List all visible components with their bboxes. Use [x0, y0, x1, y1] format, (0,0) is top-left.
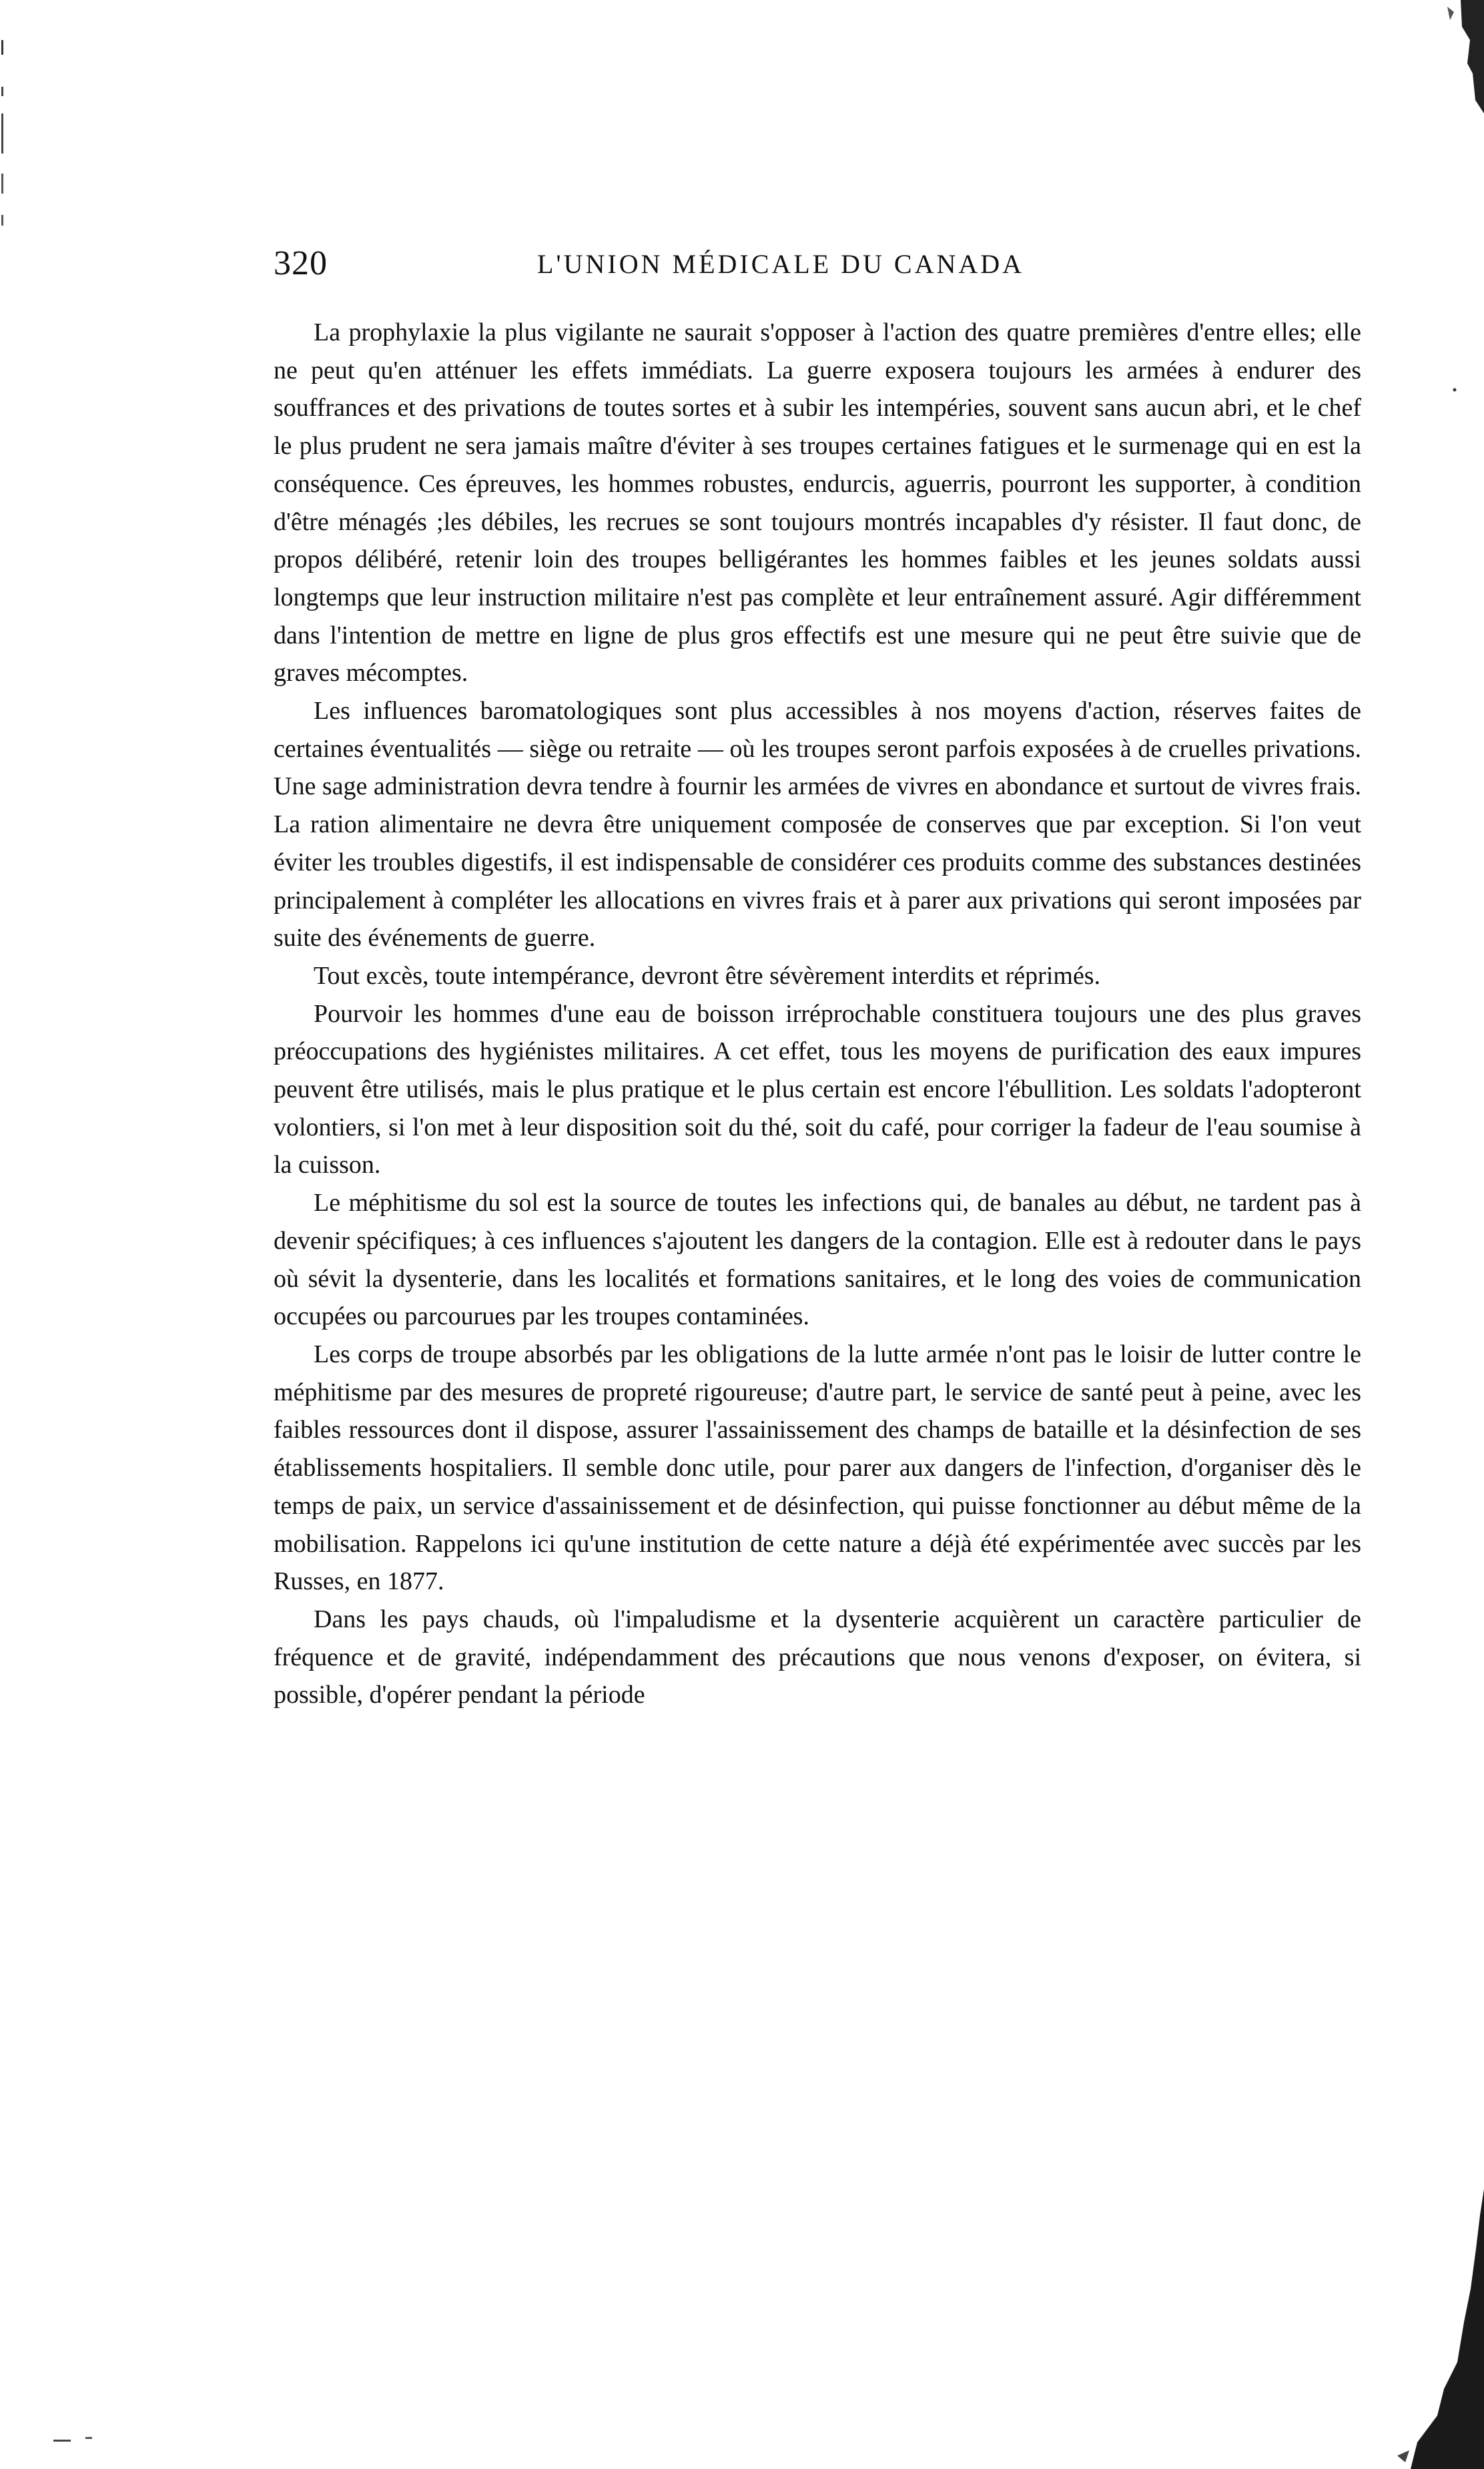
scan-edge-mark [53, 2436, 113, 2445]
scan-edge-mark [1371, 2189, 1484, 2469]
paragraph: La prophylaxie la plus vigilante ne saurait s'opposer à l'action des quatre premières d'entre elles; elle ne peut qu'en atténuer les effets immédiats. La guerre exposera toujours les armées à endurer des souffrances et des privations de toutes sortes et à subir les intempéries, souvent sans aucun abri, et le chef le plus prudent ne sera jamais maître d'éviter à ses troupes certaines fatigues et le surmenage qui en est la conséquence. Ces épreuves, les hommes robustes, endurcis, aguerris, pourront les supporter, à condition d'être ménagés ;les débiles, les recrues se sont toujours montrés incapables d'y résister. Il faut donc, de propos délibéré, retenir loin des troupes belligérantes les hommes faibles et les jeunes soldats aussi longtemps que leur instruction militaire n'est pas complète et leur entraînement assuré. Agir différemment dans l'intention de mettre en ligne de plus gros effectifs est une mesure qui ne peut être suivie que de graves mécomptes. [274, 318, 1361, 688]
paragraph: Les influences baromatologiques sont plus accessibles à nos moyens d'action, réserves faites de certaines éventualités — siège ou retraite — où les troupes seront parfois exposées à de cruelles privations. Une sage administration devra tendre à fournir les armées de vivres en abondance et surtout de vivres frais. La ration alimentaire ne devra être uniquement composée de conserves que par exception. Si l'on veut éviter les troubles digestifs, il est indispensable de considérer ces produits comme des substances destinées principalement à compléter les allocations en vivres frais et à parer aux privations qui seront imposées par suite des événements de guerre. [274, 697, 1361, 952]
paragraph: Le méphitisme du sol est la source de toutes les infections qui, de banales au début, ne tardent pas à devenir spécifiques; à ces influences s'ajoutent les dangers de la contagion. Elle est à redouter dans le pays où sévit la dysenterie, dans les localités et formations sanitaires, et le long des voies de communication occupées ou parcourues par les troupes contaminées. [274, 1189, 1361, 1331]
page-number: 320 [274, 244, 328, 282]
journal-title: L'UNION MÉDICALE DU CANADA [537, 249, 1025, 279]
running-head [274, 240, 1375, 294]
article-body [274, 314, 1361, 1714]
paragraph: Dans les pays chauds, où l'impaludisme et la dysenterie acquièrent un caractère particulier de fréquence et de gravité, indépendamment des précautions que nous venons d'exposer, on évitera, si possible, d'opérer pendant la période [274, 1605, 1361, 1709]
scan-edge-mark [0, 40, 8, 240]
paragraph: Les corps de troupe absorbés par les obligations de la lutte armée n'ont pas le loisir de lutter contre le méphitisme par des mesures de propreté rigoureuse; d'autre part, le service de santé peut à peine, avec les faibles ressources dont il dispose, assurer l'assainissement des champs de bataille et la désinfection de ses établissements hospitaliers. Il semble donc utile, pour parer aux dangers de l'infection, d'organiser dès le temps de paix, un service d'assainissement et de désinfection, qui puisse fonctionner au début même de la mobilisation. Rappelons ici qu'une institution de cette nature a déjà été expérimentée avec succès par les Russes, en 1877. [274, 1340, 1361, 1596]
scan-edge-mark [1421, 0, 1484, 113]
paragraph: Pourvoir les hommes d'une eau de boisson irréprochable constituera toujours une des plus graves préoccupations des hygiénistes militaires. A cet effet, tous les moyens de purification des eaux impures peuvent être utilisés, mais le plus pratique et le plus certain est encore l'ébullition. Les soldats l'adopteront volontiers, si l'on met à leur disposition soit du thé, soit du café, pour corriger la fadeur de l'eau soumise à la cuisson. [274, 999, 1361, 1179]
margin-mark [1452, 387, 1457, 392]
paragraph: Tout excès, toute intempérance, devront être sévèrement interdits et réprimés. [314, 961, 1101, 990]
